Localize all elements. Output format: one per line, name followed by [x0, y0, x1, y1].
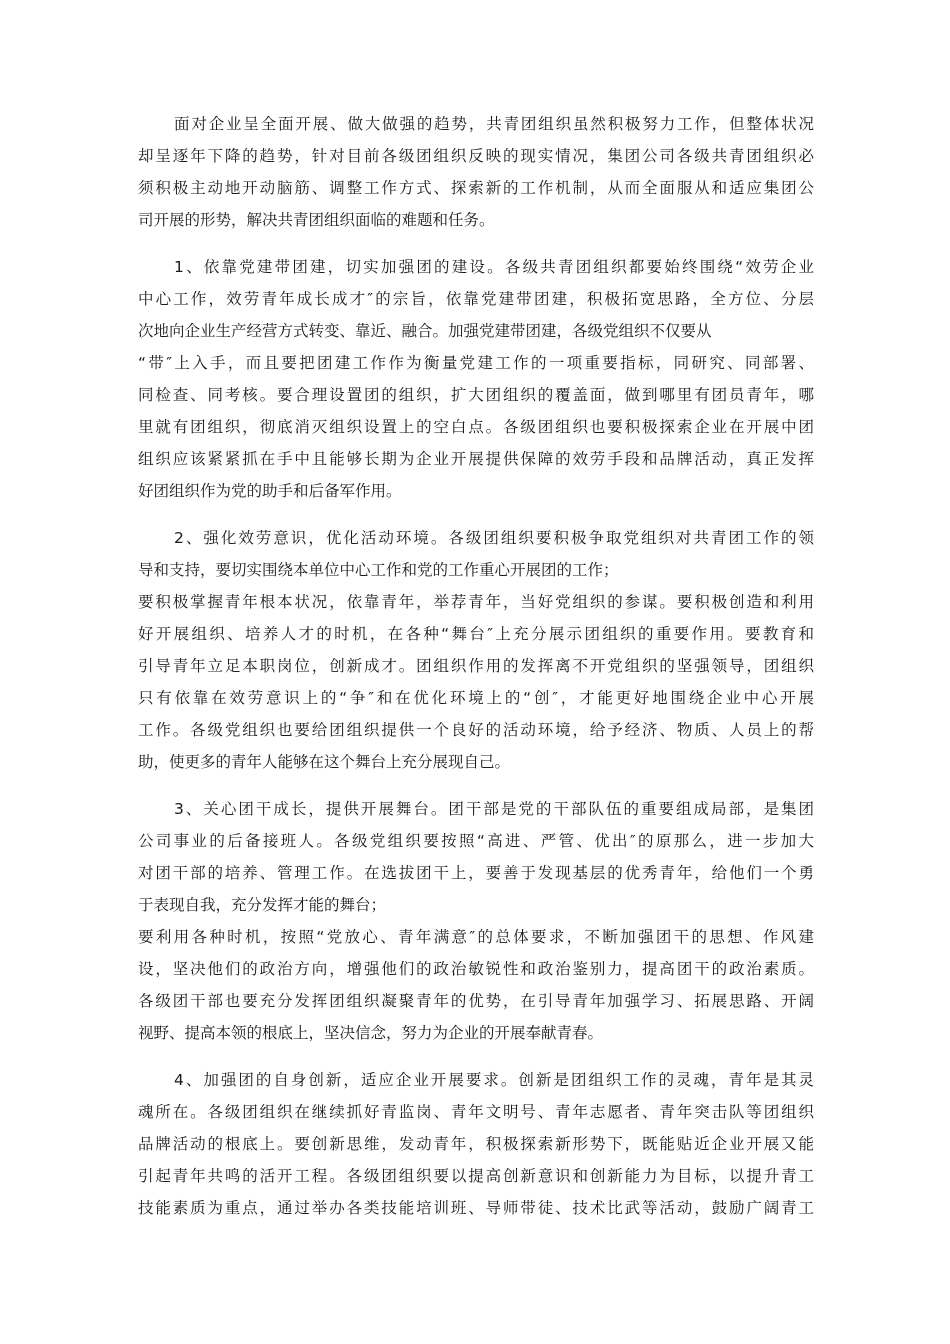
text-line: 面对企业呈全面开展、做大做强的趋势，共青团组织虽然积极努力工作，但整体状况 [174, 115, 814, 133]
paragraph-3 [138, 793, 814, 1049]
text-line: 对团干部的培养、管理工作。在选拔团干上，要善于发现基层的优秀青年，给他们一个勇 [138, 864, 814, 882]
text-line: 2、强化效劳意识，优化活动环境。各级团组织要积极争取党组织对共青团工作的领 [174, 529, 814, 547]
text-line: 要积极掌握青年根本状况，依靠青年，举荐青年，当好党组织的参谋。要积极创造和利用 [138, 593, 814, 611]
text-line: 要利用各种时机，按照“党放心、青年满意″的总体要求，不断加强团干的思想、作风建 [138, 928, 814, 946]
text-line: 须积极主动地开动脑筋、调整工作方式、探索新的工作机制，从而全面服从和适应集团公 [138, 179, 814, 197]
text-line: 视野、提高本领的根底上，坚决信念，努力为企业的开展奉献青春。 [138, 1024, 604, 1042]
text-line: 助，使更多的青年人能够在这个舞台上充分展现自己。 [138, 753, 511, 771]
document-body [138, 108, 814, 1239]
text-line: 好开展组织、培养人才的时机，在各种“舞台″上充分展示团组织的重要作用。要教育和 [138, 625, 814, 643]
text-line: 却呈逐年下降的趋势，针对目前各级团组织反映的现实情况，集团公司各级共青团组织必 [138, 147, 814, 165]
text-line: 4、加强团的自身创新，适应企业开展要求。创新是团组织工作的灵魂，青年是其灵 [174, 1071, 814, 1089]
text-line: 引起青年共鸣的活开工程。各级团组织要以提高创新意识和创新能力为目标，以提升青工 [138, 1167, 814, 1185]
text-line: 技能素质为重点，通过举办各类技能培训班、导师带徒、技术比武等活动，鼓励广阔青工 [138, 1199, 814, 1217]
text-line: 各级团干部也要充分发挥团组织凝聚青年的优势，在引导青年加强学习、拓展思路、开阔 [138, 992, 814, 1010]
text-line: 导和支持，要切实围绕本单位中心工作和党的工作重心开展团的工作； [138, 561, 619, 579]
paragraph-intro [138, 108, 814, 236]
text-line: 同检查、同考核。要合理设置团的组织，扩大团组织的覆盖面，做到哪里有团员青年，哪 [138, 386, 814, 404]
text-line: 组织应该紧紧抓在手中且能够长期为企业开展提供保障的效劳手段和品牌活动，真正发挥 [138, 450, 814, 468]
text-line: “带″上入手，而且要把团建工作作为衡量党建工作的一项重要指标，同研究、同部署、 [138, 354, 814, 372]
text-line: 次地向企业生产经营方式转变、靠近、融合。加强党建带团建，各级党组织不仅要从 [138, 322, 712, 340]
text-line: 只有依靠在效劳意识上的“争″和在优化环境上的“创″，才能更好地围绕企业中心开展 [138, 689, 814, 707]
text-line: 1、依靠党建带团建，切实加强团的建设。各级共青团组织都要始终围绕“效劳企业 [174, 258, 814, 276]
paragraph-4 [138, 1064, 814, 1224]
paragraph-1 [138, 251, 814, 507]
text-line: 工作。各级党组织也要给团组织提供一个良好的活动环境，给予经济、物质、人员上的帮 [138, 721, 814, 739]
text-line: 里就有团组织，彻底消灭组织设置上的空白点。各级团组织也要积极探索企业在开展中团 [138, 418, 814, 436]
text-line: 司开展的形势，解决共青团组织面临的难题和任务。 [138, 211, 495, 229]
text-line: 公司事业的后备接班人。各级党组织要按照“高进、严管、优出″的原那么，进一步加大 [138, 832, 814, 850]
text-line: 品牌活动的根底上。要创新思维，发动青年，积极探索新形势下，既能贴近企业开展又能 [138, 1135, 814, 1153]
text-line: 魂所在。各级团组织在继续抓好青监岗、青年文明号、青年志愿者、青年突击队等团组织 [138, 1103, 814, 1121]
text-line: 好团组织作为党的助手和后备军作用。 [138, 482, 402, 500]
text-line: 引导青年立足本职岗位，创新成才。团组织作用的发挥离不开党组织的坚强领导，团组织 [138, 657, 814, 675]
text-line: 3、关心团干成长，提供开展舞台。团干部是党的干部队伍的重要组成局部，是集团 [174, 800, 814, 818]
paragraph-2 [138, 522, 814, 778]
text-line: 中心工作，效劳青年成长成才″的宗旨，依靠党建带团建，积极拓宽思路，全方位、分层 [138, 290, 814, 308]
text-line: 设，坚决他们的政治方向，增强他们的政治敏锐性和政治鉴别力，提高团干的政治素质。 [138, 960, 814, 978]
text-line: 于表现自我，充分发挥才能的舞台； [138, 896, 387, 914]
